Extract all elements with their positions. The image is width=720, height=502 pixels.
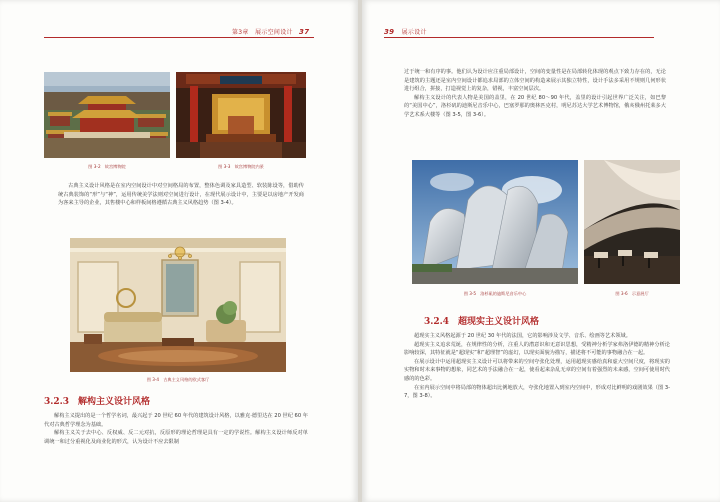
left-paragraph-1 xyxy=(58,182,304,208)
caption-figure-3-4: 图 3-4 古典主义风格的欧式客厅 xyxy=(146,377,210,382)
caption-figure-3-3: 图 3-3 故宫博物院内景 xyxy=(218,164,264,169)
figure-classical-living-room-photo xyxy=(70,238,286,372)
right-paragraph-1-text: 过于统一和有序的事。他们认为设计应注重局部设计，空间的变量性是在局部转化体现的观点下致力存在的，无论是建筑的主题还是室内空间设计都追求局部的立体空间的构造来展示其独立特性，设计手法多采用不规则几何形状进行组合，拼接，打造视觉上的复杂，错视，丰富空间层次。 xyxy=(404,69,666,93)
left-paragraph-1-text: 古典主义设计风格是在室内空间设计中对空间格局的布置，整体色调及家具造型、软装陈设等，借助传统古典装饰的“形”与“神”，运用传统美学法则对空间进行设计，在现代展示设计中，主要是以房地产开发商为客来主导的企业，其售楼中心和样板间格遵循古典主义风格趋势（图 3-4）。 xyxy=(58,183,304,207)
left-paragraph-2-text: 解构主义提出的是一个哲学名词，最兴起于 20 世纪 60 年代的建筑设计风格，以雅克·德里达在 20 世纪 60 年代对古典哲学理念为基础。 xyxy=(44,413,308,428)
left-paragraph-2 xyxy=(44,412,308,446)
right-page-number: 39 xyxy=(384,28,395,36)
left-header-rule xyxy=(44,37,314,38)
left-page xyxy=(0,0,358,502)
caption-figure-3-5: 图 3-5 洛杉矶的迪斯尼音乐中心 xyxy=(463,291,527,296)
right-body-paragraph-4: 在室内展示空间中将局部的物体超出比例地放大，夸张化地置入到室内空间中，形成对比鲜明的戏剧效果（图 3-7，图 3-8）。 xyxy=(404,384,670,400)
left-page-number: 37 xyxy=(299,28,310,36)
left-chapter-title: 第3章 展示空间设计 xyxy=(232,29,293,36)
left-section-title: 3.2.3 解构主义设计风格 xyxy=(44,397,151,407)
right-page-header xyxy=(384,27,427,36)
right-header-rule xyxy=(384,37,654,38)
right-section-body xyxy=(404,332,670,401)
right-section-title: 3.2.4 超现实主义设计风格 xyxy=(424,317,540,327)
figure-disney-concert-hall-photo xyxy=(412,160,578,284)
right-paragraph-1 xyxy=(404,68,666,120)
right-body-paragraph-3: 在展示设计中运用超现实主义设计可以将带来的空间夸张化处理，运用超现实感给真和虚大空间尺度，将现实的实物和时未来事物的想象，同艺术的手法融合在一起，使看起来杂乱无章的空间有着强烈的未来感，空间可使用时代感的的色彩。 xyxy=(404,358,670,382)
figure-palace-interior-photo xyxy=(176,72,306,158)
left-page-header xyxy=(232,27,309,36)
left-paragraph-3-text: 解构主义关于去中心、反权威、反二元对抗，反原形的理论哲理是具有一定的学说性。解构主义设计师反对单调统一和过分重视化及商业化的形式，认为设计不应去限制 xyxy=(44,430,308,445)
right-book-title: 展示设计 xyxy=(401,29,427,36)
right-body-paragraph-1: 超现实主义风格起源于 20 世纪 30 年代的法国，它的影响涉及文学、音乐、绘画等艺术领域。 xyxy=(414,333,631,339)
right-body-paragraph-2: 超现实主义追求荒诞，在规律性的分析，注重人的潜意识和无意识思想，受精神分析学家弗洛伊德的精神分析论影响较深，其特征就是“超现实”和“超理智”的虚幻，以现实面貌为描写，描述将不可能的事物融合在一起。 xyxy=(404,341,670,357)
right-paragraph-2-text: 解构主义设计的代表人物是美国的盖里，在 20 世纪 80～90 年代，盖里的设计引起世界广泛关注，如巴黎的“美国中心”，洛杉矶的迪斯尼音乐中心，巴塞罗那的奥林匹克村，明尼苏达大学艺术博物馆，俄亥俄州托莱多大学艺术系大楼等（图 3-5，图 3-6）。 xyxy=(404,94,666,118)
caption-figure-3-2: 图 3-2 故宫博物院 xyxy=(88,164,126,169)
right-page xyxy=(362,0,720,502)
figure-exhibition-hall-photo xyxy=(584,160,680,284)
caption-figure-3-6: 图 3-6 示意展厅 xyxy=(615,291,649,296)
figure-forbidden-city-photo xyxy=(44,72,170,158)
